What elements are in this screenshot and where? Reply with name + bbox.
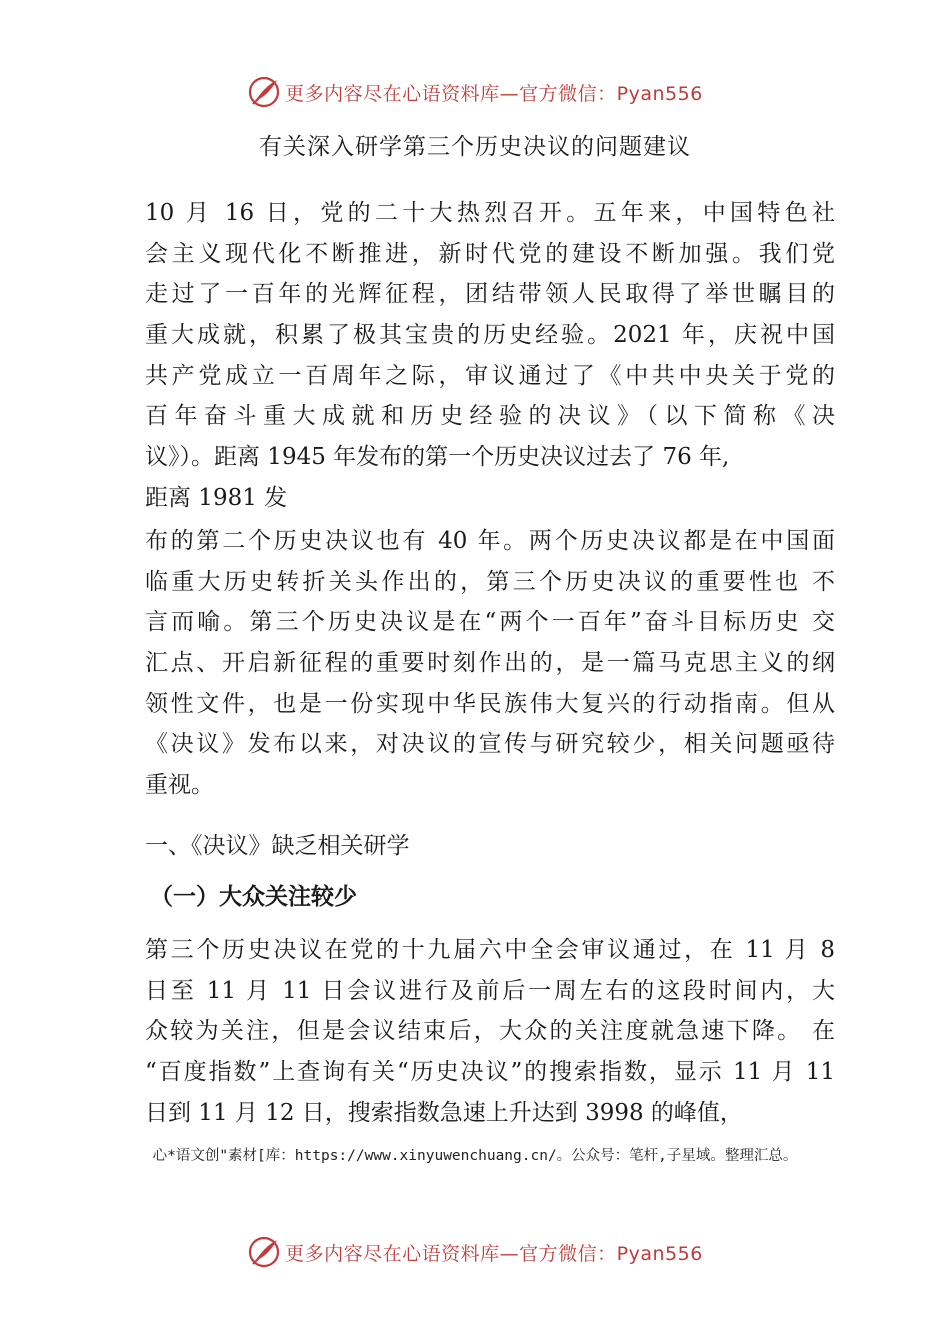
banner-text: 更多内容尽在心语资料库—官方微信：Pyan556 (285, 1242, 703, 1265)
source-note: 心*语文创"素材[库：https://www.xinyuwenchuang.cn/。公众号：笔杆,子星域。整理汇总。 (152, 1148, 798, 1164)
text-line: 重大成就，积累了极其宝贵的历史经验。2021 年，庆祝中国 (145, 322, 835, 349)
banner-text: 更多内容尽在心语资料库—官方微信：Pyan556 (285, 82, 703, 105)
text-line: 领性文件，也是一份实现中华民族伟大复兴的行动指南。但从 (145, 690, 835, 717)
text-line: 言而喻。第三个历史决议是在“两个一百年”奋斗目标历史 交 (145, 609, 835, 636)
intro-paragraph (145, 193, 835, 519)
header-banner (0, 72, 950, 112)
second-paragraph (145, 521, 835, 806)
subsection-heading: （一）大众关注较少 (150, 884, 357, 910)
section-heading: 一、《决议》缺乏相关研学 (145, 833, 410, 859)
text-line: 会主义现代化不断推进，新时代党的建设不断加强。我们党 (145, 240, 835, 267)
text-line: “百度指数”上查询有关“历史决议”的搜索指数，显示 11 月 11 (145, 1059, 835, 1086)
text-line: 第三个历史决议在党的十九届六中全会审议通过，在 11 月 8 (145, 937, 835, 963)
text-line: 重视。 (145, 772, 214, 799)
third-paragraph (145, 930, 835, 1133)
text-line: 百年奋斗重大成就和历史经验的决议》（以下简称《决 (145, 403, 835, 430)
text-line: 临重大历史转折关头作出的，第三个历史决议的重要性也 不 (145, 568, 835, 595)
footer-banner (0, 1232, 950, 1272)
text-line: 议》）。距离 1945 年发布的第一个历史决议过去了 76 年, (145, 444, 730, 471)
document-title: 有关深入研学第三个历史决议的问题建议 (259, 134, 691, 160)
text-line: 汇点、开启新征程的重要时刻作出的，是一篇马克思主义的纲 (145, 650, 835, 677)
text-line: 众较为关注，但是会议结束后，大众的关注度就急速下降。 在 (145, 1018, 835, 1045)
text-line: 布的第二个历史决议也有 40 年。两个历史决议都是在中国面 (145, 528, 835, 554)
feather-pen-logo-icon (247, 1235, 281, 1269)
feather-pen-logo-icon (247, 75, 281, 109)
text-line: 走过了一百年的光辉征程，团结带领人民取得了举世瞩目的 (145, 281, 835, 308)
text-line: 日至 11 月 11 日会议进行及前后一周左右的这段时间内，大 (145, 977, 835, 1004)
text-line: 10 月 16 日，党的二十大热烈召开。五年来，中国特色社 (145, 200, 835, 226)
text-line: 《决议》发布以来，对决议的宣传与研究较少，相关问题亟待 (145, 731, 835, 758)
text-line: 日到 11 月 12 日，搜索指数急速上升达到 3998 的峰值， (145, 1099, 743, 1126)
text-line: 共产党成立一百周年之际，审议通过了《中共中央关于党的 (145, 362, 835, 389)
text-line: 距离 1981 发 (145, 484, 288, 511)
